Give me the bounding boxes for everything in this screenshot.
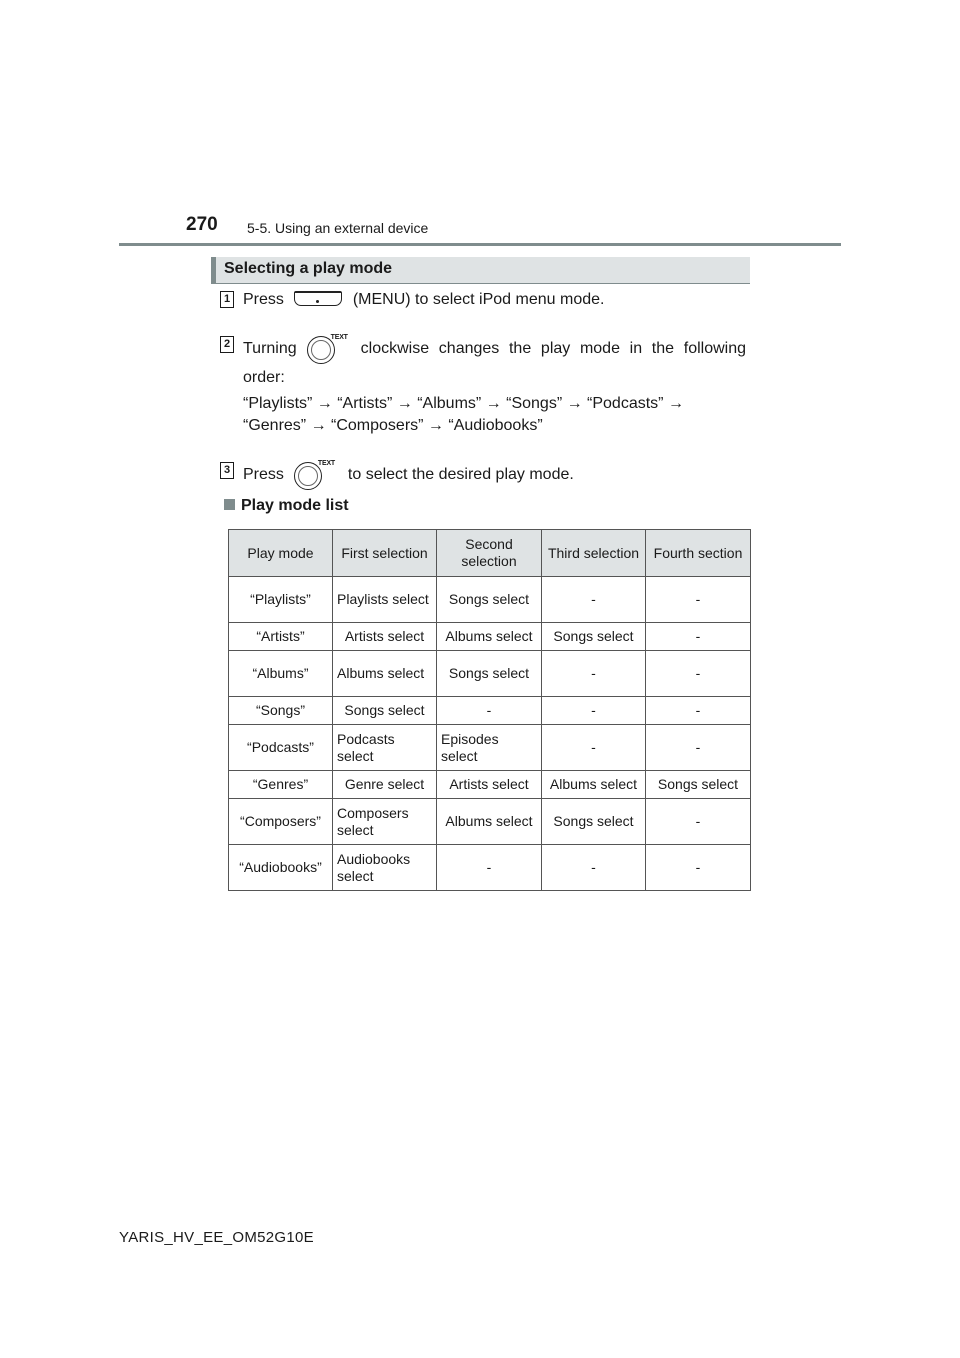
step-2-before: Turning [243, 340, 297, 357]
document-code: YARIS_HV_EE_OM52G10E [119, 1229, 314, 1246]
table-cell: - [646, 845, 751, 891]
table-cell: “Genres” [229, 771, 333, 799]
table-cell: - [646, 725, 751, 771]
table-cell: “Playlists” [229, 577, 333, 623]
tune-knob-icon [290, 460, 342, 490]
section-heading: 5-5. Using an external device [247, 220, 429, 236]
menu-button-dot [316, 300, 319, 303]
table-cell: - [542, 725, 646, 771]
step-3-before: Press [243, 466, 284, 483]
table-cell: “Podcasts” [229, 725, 333, 771]
table-cell: - [646, 799, 751, 845]
tune-knob-icon [303, 334, 355, 364]
table-cell: - [542, 651, 646, 697]
table-cell: Artists select [437, 771, 542, 799]
table-cell: Podcasts select [333, 725, 437, 771]
table-cell: Songs select [437, 577, 542, 623]
mode-sequence-line-1: “Playlists” → “Artists” → “Albums” → “Songs” → “Podcasts” → [243, 395, 684, 412]
table-cell: “Audiobooks” [229, 845, 333, 891]
knob-text-label: TEXT [330, 334, 348, 341]
table-cell: Albums select [437, 799, 542, 845]
mode-sequence-line-2: “Genres” → “Composers” → “Audiobooks” [243, 417, 543, 434]
step-1-before: Press [243, 291, 284, 308]
step-number-1: 1 [220, 291, 234, 308]
table-cell: - [542, 577, 646, 623]
table-cell: - [437, 697, 542, 725]
table-header-cell: Fourth section [646, 530, 751, 577]
section-title-bar [211, 257, 750, 284]
table-row [229, 799, 751, 845]
table-row [229, 577, 751, 623]
table-cell: Songs select [333, 697, 437, 725]
table-cell: Songs select [437, 651, 542, 697]
square-bullet-icon [224, 499, 235, 510]
table-cell: - [646, 697, 751, 725]
step-2-after: clockwise changes the play mode in the following [360, 340, 746, 357]
table-cell: - [542, 697, 646, 725]
table-row [229, 725, 751, 771]
table-cell: - [646, 577, 751, 623]
knob-inner [311, 340, 331, 360]
table-cell: “Composers” [229, 799, 333, 845]
page-number: 270 [186, 214, 218, 235]
table-header-cell: Second selection [437, 530, 542, 577]
step-2-line-2: order: [243, 369, 285, 386]
step-2-line-1 [243, 334, 746, 364]
table-cell: Genre select [333, 771, 437, 799]
table-row [229, 845, 751, 891]
table-cell: Songs select [646, 771, 751, 799]
table-cell: Albums select [542, 771, 646, 799]
header-divider [119, 243, 841, 246]
step-1-after: (MENU) to select iPod menu mode. [352, 291, 605, 308]
play-mode-list-title: Play mode list [241, 497, 349, 514]
table-cell: Composers select [333, 799, 437, 845]
step-3-after: to select the desired play mode. [347, 466, 574, 483]
table-header-cell: Play mode [229, 530, 333, 577]
step-3-text [243, 460, 574, 490]
table-cell: Songs select [542, 799, 646, 845]
table-cell: Artists select [333, 623, 437, 651]
table-cell: - [646, 651, 751, 697]
table-cell: - [437, 845, 542, 891]
knob-text-label: TEXT [317, 460, 335, 467]
table-cell: Albums select [437, 623, 542, 651]
table-cell: “Artists” [229, 623, 333, 651]
table-cell: - [542, 845, 646, 891]
table-header-cell: First selection [333, 530, 437, 577]
table-cell: Episodes select [437, 725, 542, 771]
table-row [229, 623, 751, 651]
step-number-3: 3 [220, 462, 234, 479]
knob-inner [298, 466, 318, 486]
table-cell: Songs select [542, 623, 646, 651]
play-mode-table [228, 529, 751, 891]
table-cell: “Songs” [229, 697, 333, 725]
table-cell: Playlists select [333, 577, 437, 623]
section-accent [211, 257, 216, 283]
table-row [229, 697, 751, 725]
table-row [229, 771, 751, 799]
menu-button-icon [294, 291, 342, 306]
table-cell: Audiobooks select [333, 845, 437, 891]
step-number-2: 2 [220, 336, 234, 353]
section-title: Selecting a play mode [224, 260, 393, 277]
step-1-text [243, 289, 604, 311]
play-mode-list-heading [224, 497, 349, 515]
table-cell: - [646, 623, 751, 651]
table-cell: “Albums” [229, 651, 333, 697]
table-cell: Albums select [333, 651, 437, 697]
table-row [229, 651, 751, 697]
table-header-row [229, 530, 751, 577]
table-header-cell: Third selection [542, 530, 646, 577]
